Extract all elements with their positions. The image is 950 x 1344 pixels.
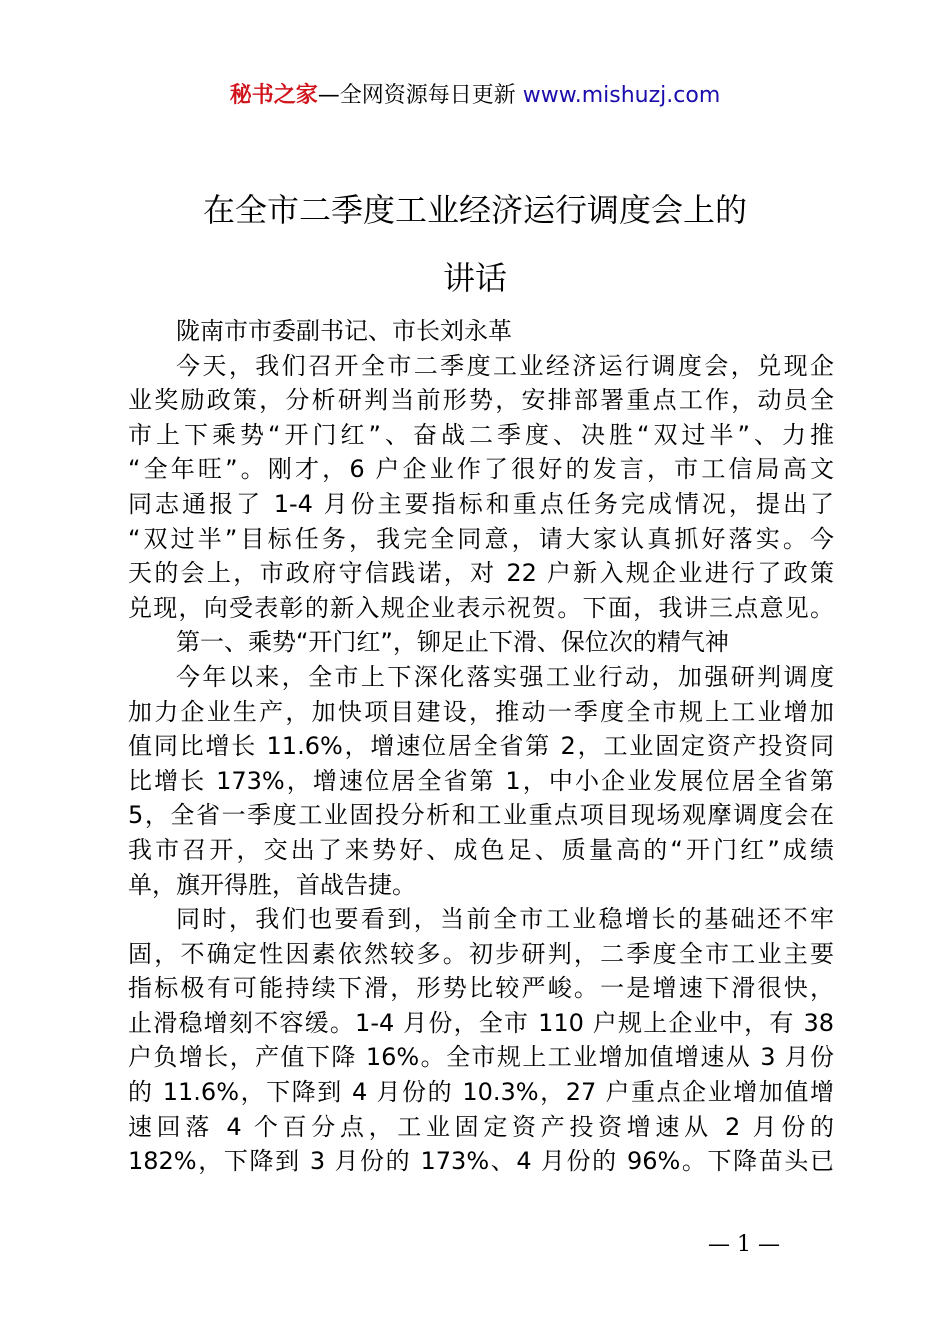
body-line: 的 11.6%，下降到 4 月份的 10.3%，27 户重点企业增加值增 <box>128 1078 834 1107</box>
body-line: 今年以来，全市上下深化落实强工业行动，加强研判调度 <box>176 662 834 691</box>
body-line: 速回落 4 个百分点，工业固定资产投资增速从 2 月份的 <box>128 1112 834 1141</box>
body-line: 今天，我们召开全市二季度工业经济运行调度会，兑现企 <box>176 351 834 380</box>
site-url-link[interactable]: www.mishuzj.com <box>522 83 721 108</box>
page-number: — 1 — <box>708 1232 780 1257</box>
body-line: 市上下乘势“开门红”、奋战二季度、决胜“双过半”、力推 <box>128 420 834 449</box>
document-title-line-1: 在全市二季度工业经济运行调度会上的 <box>202 191 747 229</box>
body-line: 第一、乘势“开门红”，铆足止下滑、保位次的精气神 <box>176 628 729 657</box>
body-line: 固，不确定性因素依然较多。初步研判，二季度全市工业主要 <box>128 939 834 968</box>
body-line: 值同比增长 11.6%，增速位居全省第 2，工业固定资产投资同 <box>128 732 834 761</box>
body-line: 陇南市市委副书记、市长刘永革 <box>176 317 512 345</box>
body-line: 我市召开，交出了来势好、成色足、质量高的“开门红”成绩 <box>128 835 834 864</box>
body-line: 止滑稳增刻不容缓。1-4 月份，全市 110 户规上企业中，有 38 <box>128 1008 834 1037</box>
body-line: 182%，下降到 3 月份的 173%、4 月份的 96%。下降苗头已 <box>128 1147 834 1176</box>
document-title-line-2: 讲话 <box>442 259 507 297</box>
body-line: 天的会上，市政府守信践诺，对 22 户新入规企业进行了政策 <box>128 559 834 588</box>
site-header <box>0 80 950 112</box>
body-line: 业奖励政策，分析研判当前形势，安排部署重点工作，动员全 <box>128 386 834 415</box>
document-body <box>128 314 834 1179</box>
body-line: “全年旺”。刚才，6 户企业作了很好的发言，市工信局高文 <box>128 455 834 484</box>
body-line: 同时，我们也要看到，当前全市工业稳增长的基础还不牢 <box>176 905 834 934</box>
body-line: 5，全省一季度工业固投分析和工业重点项目现场观摩调度会在 <box>128 801 834 830</box>
body-line: 指标极有可能持续下滑，形势比较严峻。一是增速下滑很快， <box>128 974 834 1003</box>
body-line: 比增长 173%，增速位居全省第 1，中小企业发展位居全省第 <box>128 766 834 795</box>
site-tagline: —全网资源每日更新 <box>317 83 516 108</box>
body-line: 户负增长，产值下降 16%。全市规上工业增加值增速从 3 月份 <box>128 1043 834 1072</box>
site-brand: 秘书之家 <box>229 83 318 108</box>
body-line: 同志通报了 1-4 月份主要指标和重点任务完成情况，提出了 <box>128 489 834 518</box>
body-line: “双过半”目标任务，我完全同意，请大家认真抓好落实。今 <box>128 524 834 553</box>
body-line: 兑现，向受表彰的新入规企业表示祝贺。下面，我讲三点意见。 <box>128 593 834 622</box>
body-line: 加力企业生产，加快项目建设，推动一季度全市规上工业增加 <box>128 697 834 726</box>
body-line: 单，旗开得胜，首战告捷。 <box>128 870 416 899</box>
